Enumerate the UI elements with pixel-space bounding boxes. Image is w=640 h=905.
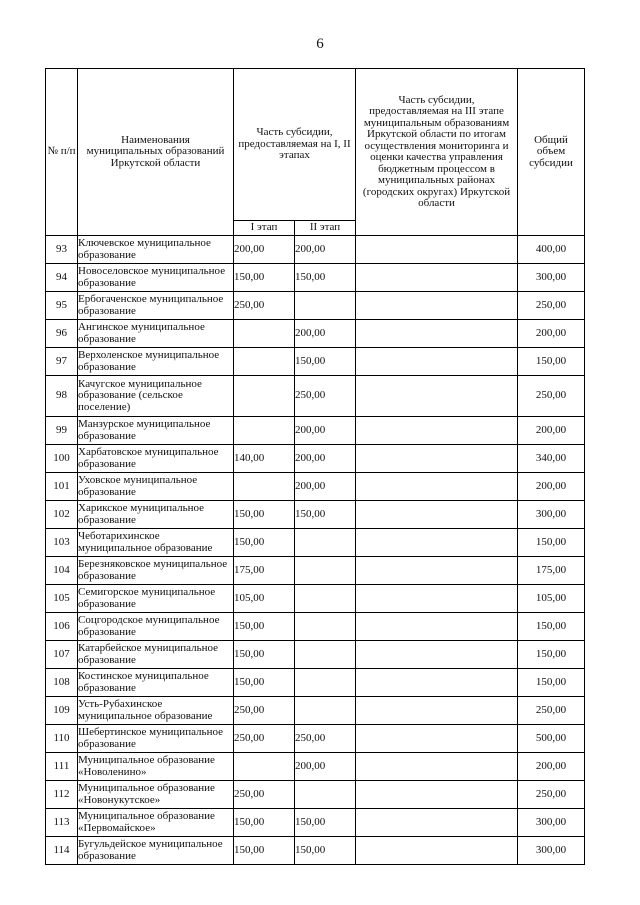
row-number: 114: [46, 837, 78, 865]
row-number: 106: [46, 613, 78, 641]
row-stage1: [234, 348, 295, 376]
row-stage1: 150,00: [234, 613, 295, 641]
row-stage3: [356, 445, 518, 473]
table-row: [46, 613, 585, 641]
row-stage1: [234, 320, 295, 348]
table-row: [46, 529, 585, 557]
row-stage2: 200,00: [295, 320, 356, 348]
row-stage2: [295, 292, 356, 320]
table-row: [46, 445, 585, 473]
row-total: 150,00: [518, 669, 585, 697]
row-stage1: 250,00: [234, 725, 295, 753]
table-row: [46, 348, 585, 376]
row-number: 110: [46, 725, 78, 753]
row-name: Харикское муниципальное образование: [78, 501, 234, 529]
row-total: 300,00: [518, 809, 585, 837]
row-number: 96: [46, 320, 78, 348]
row-stage3: [356, 501, 518, 529]
row-total: 200,00: [518, 417, 585, 445]
row-stage1: 105,00: [234, 585, 295, 613]
table-row: [46, 697, 585, 725]
row-number: 103: [46, 529, 78, 557]
row-stage2: 200,00: [295, 753, 356, 781]
row-stage3: [356, 697, 518, 725]
header-part12: Часть субсидии, предоставляемая на I, II этапах: [234, 69, 356, 221]
table-row: [46, 264, 585, 292]
row-stage1: 150,00: [234, 264, 295, 292]
row-name: Березняковское муниципальное образование: [78, 557, 234, 585]
row-name: Чеботарихинское муниципальное образование: [78, 529, 234, 557]
row-total: 300,00: [518, 264, 585, 292]
row-stage1: 200,00: [234, 236, 295, 264]
table-row: [46, 753, 585, 781]
row-stage2: [295, 613, 356, 641]
row-stage1: [234, 753, 295, 781]
row-number: 102: [46, 501, 78, 529]
header-stage1: I этап: [234, 221, 295, 236]
row-number: 107: [46, 641, 78, 669]
row-stage2: [295, 641, 356, 669]
subsidy-table: [45, 68, 585, 865]
table-row: [46, 236, 585, 264]
table-body: [46, 236, 585, 865]
row-stage2: 200,00: [295, 445, 356, 473]
row-number: 98: [46, 376, 78, 417]
row-number: 97: [46, 348, 78, 376]
row-total: 340,00: [518, 445, 585, 473]
row-name: Муниципальное образование «Новоленино»: [78, 753, 234, 781]
row-name: Харбатовское муниципальное образование: [78, 445, 234, 473]
row-total: 175,00: [518, 557, 585, 585]
row-stage2: [295, 529, 356, 557]
row-number: 113: [46, 809, 78, 837]
row-name: Ербогаченское муниципальное образование: [78, 292, 234, 320]
row-stage3: [356, 320, 518, 348]
table-row: [46, 557, 585, 585]
header-total: Общий объем субсидии: [518, 69, 585, 236]
row-number: 95: [46, 292, 78, 320]
row-name: Качугское муниципальное образование (сельское поселение): [78, 376, 234, 417]
row-stage1: [234, 473, 295, 501]
row-total: 200,00: [518, 753, 585, 781]
header-stage2: II этап: [295, 221, 356, 236]
row-stage1: 250,00: [234, 697, 295, 725]
table-row: [46, 809, 585, 837]
row-total: 105,00: [518, 585, 585, 613]
row-stage3: [356, 725, 518, 753]
table-row: [46, 725, 585, 753]
table-row: [46, 417, 585, 445]
row-stage1: 150,00: [234, 501, 295, 529]
row-stage2: 200,00: [295, 417, 356, 445]
row-stage2: 150,00: [295, 809, 356, 837]
row-name: Шебертинское муниципальное образование: [78, 725, 234, 753]
row-number: 109: [46, 697, 78, 725]
row-stage3: [356, 557, 518, 585]
row-total: 150,00: [518, 641, 585, 669]
row-stage3: [356, 473, 518, 501]
row-stage1: [234, 417, 295, 445]
row-name: Соцгородское муниципальное образование: [78, 613, 234, 641]
row-stage2: [295, 557, 356, 585]
row-total: 200,00: [518, 473, 585, 501]
row-stage3: [356, 669, 518, 697]
row-stage1: [234, 376, 295, 417]
header-name: Наименования муниципальных образований Иркутской области: [78, 69, 234, 236]
row-number: 104: [46, 557, 78, 585]
row-stage3: [356, 529, 518, 557]
row-total: 150,00: [518, 348, 585, 376]
row-name: Костинское муниципальное образование: [78, 669, 234, 697]
row-stage1: 250,00: [234, 781, 295, 809]
row-stage2: [295, 585, 356, 613]
table-row: [46, 669, 585, 697]
row-stage2: 200,00: [295, 473, 356, 501]
row-number: 100: [46, 445, 78, 473]
row-stage1: 150,00: [234, 641, 295, 669]
row-name: Муниципальное образование «Первомайское»: [78, 809, 234, 837]
row-stage1: 150,00: [234, 529, 295, 557]
row-stage3: [356, 264, 518, 292]
row-stage1: 175,00: [234, 557, 295, 585]
table-row: [46, 320, 585, 348]
row-total: 400,00: [518, 236, 585, 264]
row-name: Семигорское муниципальное образование: [78, 585, 234, 613]
row-total: 250,00: [518, 292, 585, 320]
row-stage1: 140,00: [234, 445, 295, 473]
row-total: 200,00: [518, 320, 585, 348]
row-number: 112: [46, 781, 78, 809]
table-row: [46, 473, 585, 501]
row-stage2: 200,00: [295, 236, 356, 264]
row-total: 250,00: [518, 697, 585, 725]
row-stage2: 250,00: [295, 376, 356, 417]
page-number: 6: [316, 36, 324, 52]
table-row: [46, 641, 585, 669]
row-stage2: [295, 697, 356, 725]
table-row: [46, 585, 585, 613]
row-stage2: 150,00: [295, 501, 356, 529]
row-stage2: 150,00: [295, 837, 356, 865]
header-num: № п/п: [46, 69, 78, 236]
row-name: Ангинское муниципальное образование: [78, 320, 234, 348]
row-number: 105: [46, 585, 78, 613]
row-stage3: [356, 292, 518, 320]
row-name: Бугульдейское муниципальное образование: [78, 837, 234, 865]
row-stage1: 150,00: [234, 837, 295, 865]
row-total: 500,00: [518, 725, 585, 753]
row-stage2: [295, 781, 356, 809]
row-stage3: [356, 781, 518, 809]
row-total: 250,00: [518, 781, 585, 809]
table-row: [46, 837, 585, 865]
row-number: 101: [46, 473, 78, 501]
row-stage3: [356, 809, 518, 837]
row-stage3: [356, 585, 518, 613]
row-name: Манзурское муниципальное образование: [78, 417, 234, 445]
row-total: 300,00: [518, 501, 585, 529]
table-row: [46, 376, 585, 417]
row-total: 300,00: [518, 837, 585, 865]
row-number: 108: [46, 669, 78, 697]
row-stage2: 250,00: [295, 725, 356, 753]
row-name: Усть-Рубахинское муниципальное образование: [78, 697, 234, 725]
row-stage3: [356, 236, 518, 264]
row-number: 99: [46, 417, 78, 445]
row-name: Новоселовское муниципальное образование: [78, 264, 234, 292]
row-stage2: [295, 669, 356, 697]
row-number: 93: [46, 236, 78, 264]
row-stage3: [356, 376, 518, 417]
row-stage3: [356, 753, 518, 781]
row-name: Муниципальное образование «Новонукутское»: [78, 781, 234, 809]
row-total: 250,00: [518, 376, 585, 417]
row-number: 94: [46, 264, 78, 292]
row-total: 150,00: [518, 613, 585, 641]
row-stage1: 150,00: [234, 809, 295, 837]
row-stage3: [356, 837, 518, 865]
row-stage2: 150,00: [295, 348, 356, 376]
row-name: Катарбейское муниципальное образование: [78, 641, 234, 669]
table-row: [46, 781, 585, 809]
row-stage1: 250,00: [234, 292, 295, 320]
header-part3: Часть субсидии, предоставляемая на III этапе муниципальным образованиям Иркутской области по итогам осуществления мониторинга и оценки качества управления бюджетным процессом в муниципальных районах (городских округах) Иркутской области: [356, 69, 518, 236]
table-row: [46, 501, 585, 529]
row-name: Верхоленское муниципальное образование: [78, 348, 234, 376]
row-total: 150,00: [518, 529, 585, 557]
row-stage3: [356, 417, 518, 445]
row-stage3: [356, 641, 518, 669]
table-row: [46, 292, 585, 320]
row-stage3: [356, 613, 518, 641]
row-name: Уховское муниципальное образование: [78, 473, 234, 501]
row-stage3: [356, 348, 518, 376]
row-stage1: 150,00: [234, 669, 295, 697]
row-number: 111: [46, 753, 78, 781]
row-stage2: 150,00: [295, 264, 356, 292]
row-name: Ключевское муниципальное образование: [78, 236, 234, 264]
